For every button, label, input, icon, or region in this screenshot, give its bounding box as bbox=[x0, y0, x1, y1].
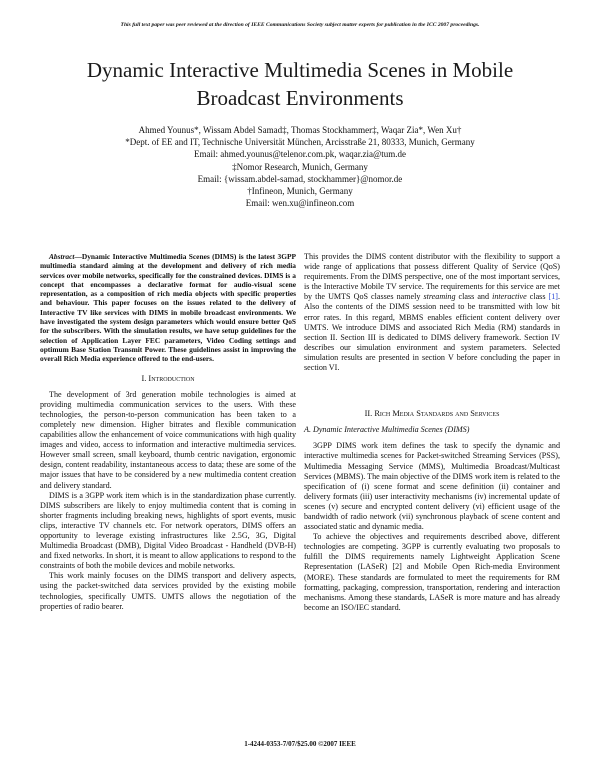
email-tum: Email: ahmed.younus@telenor.com.pk, waqar.zia@tum.de bbox=[193, 149, 407, 160]
right-paragraph-1 bbox=[304, 252, 560, 373]
peer-review-notice: This full text paper was peer reviewed at the direction of IEEE Communications Society subject matter experts for publication in the ICC 2007 proceedings. bbox=[120, 22, 480, 28]
section-heading-introduction: I. Introduction bbox=[141, 373, 195, 383]
affiliation-nomor: ‡Nomor Research, Munich, Germany bbox=[232, 161, 368, 172]
abstract-text: —Dynamic Interactive Multimedia Scenes (DIMS) is the latest 3GPP multimedia standard aiming at the development and delivery of rich media services over mobile networks, specifically for the constrained devices. DIMS is a concept that encompasses a declarative format for audio-visual scene representation, as a composition of rich media objects with specific properties and behaviour. This paper focuses on the issues related to the delivery of Interactive TV like services with DIMS in mobile broadcast environments. We have investigated the system design parameters which would ensure better QoS for the subscribers. With the simulation results, we have setup guidelines for the selection of Application Layer FEC parameters, Video Coding settings and optimum Base Station Transmit Power. These guidelines assist in improving the overall Rich Media experience offered to the end-users. bbox=[40, 252, 296, 364]
email-infineon: Email: wen.xu@infineon.com bbox=[245, 198, 355, 209]
intro-paragraph-2: DIMS is a 3GPP work item which is in the standardization phase currently. DIMS subscribers are likely to enjoy multimedia content that is coming in shorter fragments including breaking news, highlights of sport events, music clips, interactive TV channels etc. For network operators, DIMS offers an opportunity to leverage existing infrastructures like 2.5G, 3G, Digital Multimedia Broadcast (DMB), Digital Video Broadcast - Handheld (DVB-H) and fixed networks. In short, it is meant to allow applications to respond to the constraints of both the mobile devices and mobile networks. bbox=[40, 490, 296, 571]
right-p1-text-a: This provides the DIMS content distributor with the flexibility to support a wide range of applications that possess different Quality of Service (QoS) requirements. From the DIMS perspective, one of the most important services, is the Interactive Mobile TV service. The requirements for this service are met by the UMTS QoS classes namely bbox=[304, 252, 560, 302]
right-p1-text-b: class and bbox=[455, 292, 493, 302]
copyright-footer: 1-4244-0353-7/07/$25.00 ©2007 IEEE bbox=[244, 740, 356, 748]
left-column bbox=[40, 252, 296, 612]
term-interactive: interactive bbox=[492, 292, 527, 302]
affiliation-tum: *Dept. of EE and IT, Technische Universität München, Arcisstraße 21, 80333, Munich, Germany bbox=[125, 137, 475, 148]
right-column bbox=[304, 252, 560, 613]
email-nomor: Email: {wissam.abdel-samad, stockhammer}@nomor.de bbox=[197, 173, 403, 184]
abstract-lead: Abstract bbox=[49, 252, 75, 261]
intro-paragraph-3: This work mainly focuses on the DIMS transport and delivery aspects, using the packet-switched data services provided by the existing mobile technologies, specifically UMTS. UMTS allows the negotiation of the properties of radio bearer. bbox=[40, 571, 296, 611]
dims-paragraph-2: To achieve the objectives and requirements described above, different technologies are competing. 3GPP is currently evaluating two proposals to fulfill the DIMS requirements namely Lightweight Application Scene Representation (LASeR) [2] and Mobile Open Rich-media Environment (MORE). These standards are formulated to meet the requirements for RM formatting, packaging, compression, transportation, rendering and interaction mechanisms. Among these standards, LASeR is more mature and has already become an ISO/IEC standard. bbox=[304, 532, 560, 612]
affiliation-infineon: †Infineon, Munich, Germany bbox=[247, 186, 353, 197]
title-line-1: Dynamic Interactive Multimedia Scenes in Mobile bbox=[86, 58, 514, 82]
column-spacer bbox=[304, 373, 560, 399]
title-line-2: Broadcast Environments bbox=[196, 86, 404, 110]
citation-link-1[interactable]: [1] bbox=[548, 292, 558, 302]
right-p1-text-c: class bbox=[526, 292, 549, 302]
author-block bbox=[0, 124, 600, 209]
subsection-heading-dims: A. Dynamic Interactive Multimedia Scenes (DIMS) bbox=[304, 425, 470, 435]
intro-paragraph-1: The development of 3rd generation mobile technologies is aimed at providing multimedia communication services to the users. With these technologies, the person-to-person communication has been taken to a completely new dimension. Higher bitrates and flexible communication capabilities allow the enhancement of voice communications with high quality images and video, access to information and interactive multimedia services. However small screen, small keyboard, thumb centric navigation, ergonomic design, content readability, instantaneous access to data; these are some of the major issues that have to be considered by a new multimedia content creation and delivery standard. bbox=[40, 389, 296, 490]
term-streaming: streaming bbox=[423, 292, 456, 302]
authors-line: Ahmed Younus*, Wissam Abdel Samad‡, Thomas Stockhammer‡, Waqar Zia*, Wen Xu† bbox=[138, 125, 462, 135]
right-p1-text-d: . Also the contents of the DIMS session need to be transmitted with low bit error rates. In this regard, MBMS enables efficient content delivery over UMTS. We introduce DIMS and associated Rich Media (RM) standards in section II. Section III is dedicated to DIMS delivery framework. Section IV describes our simulation environment and system parameters. Selected simulation results are presented in section V before concluding the paper in section VI. bbox=[304, 292, 560, 373]
dims-paragraph-1: 3GPP DIMS work item defines the task to specify the dynamic and interactive multimedia scenes for Packet-switched Streaming Services (PSS), Multimedia Messaging Service (MMS), Multimedia Broadcast/Multicast Services (MBMS). The main objective of the DIMS work item is related to the specification of (i) scene format and scene definition (ii) container and delivery formats (iii) user interactivity mechanisms (iv) incremental update of scenes (v) secure and encrypted content delivery (vi) efficient usage of the bandwidth of radio network (vii) synchronous playback of scene content and associated static and dynamic media. bbox=[304, 441, 560, 532]
paper-title bbox=[30, 56, 570, 112]
section-heading-rich-media: II. Rich Media Standards and Services bbox=[364, 409, 500, 419]
abstract bbox=[40, 252, 296, 364]
